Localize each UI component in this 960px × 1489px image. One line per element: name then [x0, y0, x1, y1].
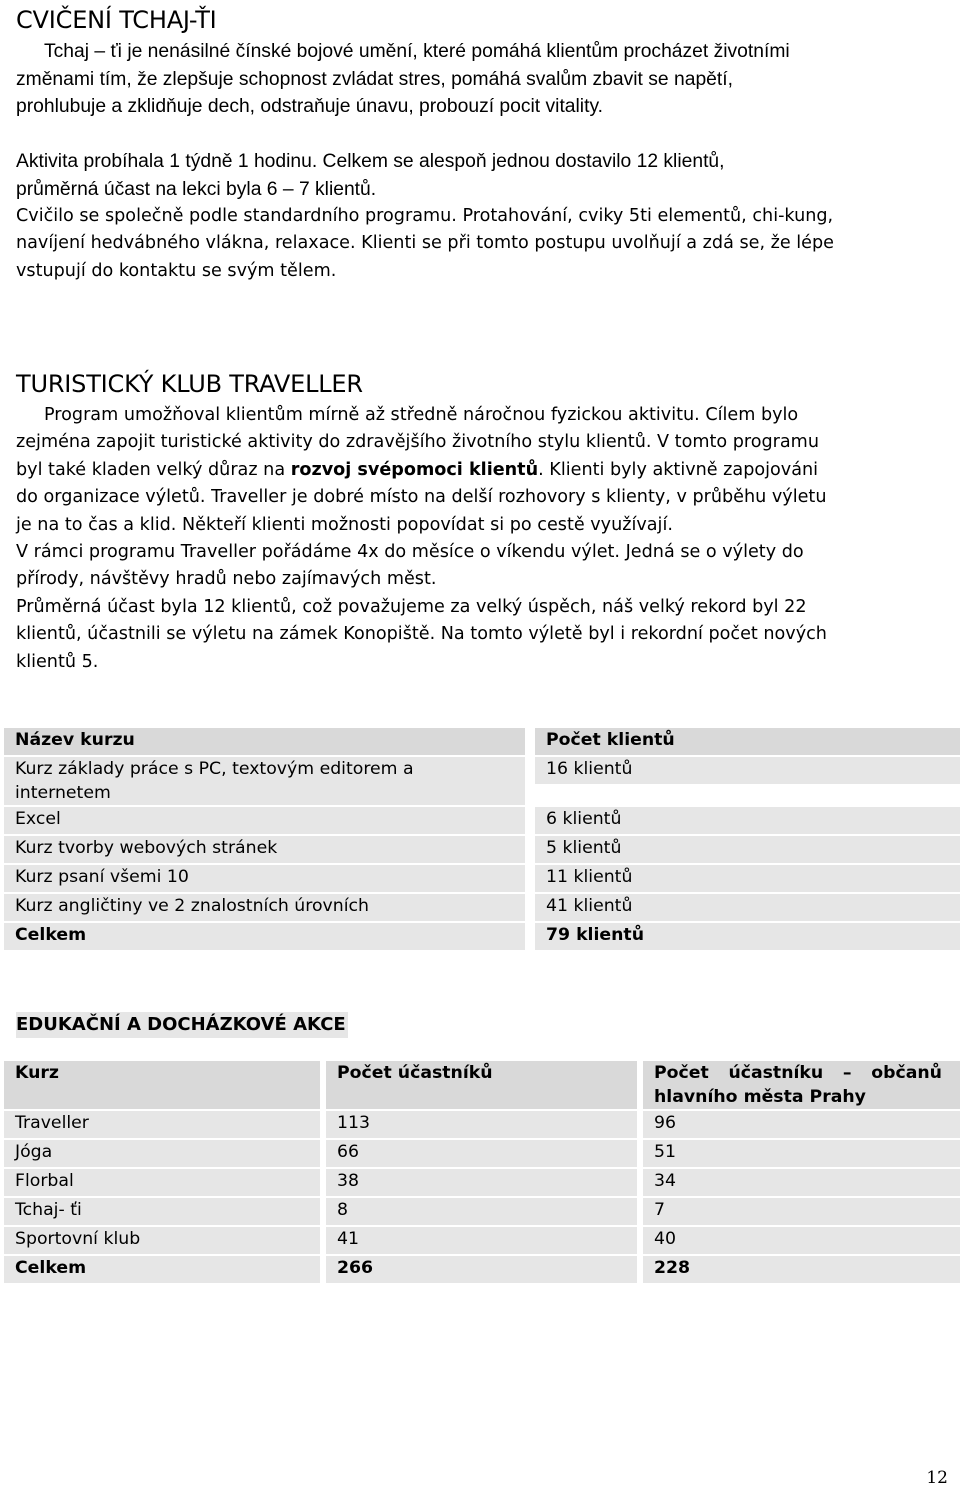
participants: 8 [326, 1197, 637, 1226]
courses-table [4, 728, 960, 952]
table-total-row [4, 1255, 960, 1284]
events-table [4, 1061, 960, 1285]
emphasis-self-help: rozvoj svépomoci klientů [290, 459, 539, 480]
client-count: 41 klientů [535, 893, 960, 922]
client-count [535, 756, 960, 806]
table-total-row [4, 922, 960, 951]
text-line: Tchaj – ťi je nenásilné čínské bojové umění, které pomáhá klientům procházet životními [44, 41, 790, 62]
event-name: Jóga [4, 1139, 320, 1168]
text-fragment: byl také kladen velký důraz na [16, 459, 291, 480]
table-row [4, 1110, 960, 1139]
text-line: je na to čas a klid. Někteří klienti možnosti popovídat si po cestě využívají. [16, 514, 673, 535]
participants: 41 [326, 1226, 637, 1255]
header-word: Počet [654, 1063, 709, 1083]
event-name: Tchaj- ťi [4, 1197, 320, 1226]
text-line: zejména zapojit turistické aktivity do zdravějšího životního stylu klientů. V tomto programu [16, 432, 819, 453]
participants: 113 [326, 1110, 637, 1139]
table-row [4, 893, 960, 922]
header-client-count: Počet klientů [535, 728, 960, 756]
section-title-events: EDUKAČNÍ A DOCHÁZKOVÉ AKCE [16, 1012, 348, 1038]
table-header-row [4, 1061, 960, 1110]
course-name: Kurz tvorby webových stránek [4, 835, 525, 864]
header-prague-participants [643, 1061, 960, 1110]
client-count: 5 klientů [535, 835, 960, 864]
page-number: 12 [926, 1468, 948, 1488]
total-value: 79 klientů [535, 922, 960, 951]
client-count: 11 klientů [535, 864, 960, 893]
text-line: vstupují do kontaktu se svým tělem. [16, 260, 337, 281]
text-fragment: . Klienti byly aktivně zapojováni [538, 459, 819, 480]
event-name: Sportovní klub [4, 1226, 320, 1255]
header-line-2: hlavního města Prahy [654, 1087, 866, 1107]
participants: 38 [326, 1168, 637, 1197]
text-line: V rámci programu Traveller pořádáme 4x do měsíce o víkendu výlet. Jedná se o výlety do [16, 542, 804, 563]
table-row [4, 1168, 960, 1197]
event-name: Florbal [4, 1168, 320, 1197]
table-row [4, 864, 960, 893]
text-line: Program umožňoval klientům mírně až středně náročnou fyzickou aktivitu. Cílem bylo [44, 405, 799, 425]
header-word: – [842, 1063, 852, 1083]
prague-participants: 34 [643, 1168, 960, 1197]
text-line [16, 457, 950, 484]
prague-participants: 96 [643, 1110, 960, 1139]
header-course: Kurz [4, 1061, 320, 1110]
text-line: klientů, účastnili se výletu na zámek Konopiště. Na tomto výletě byl i rekordní počet nových [16, 624, 827, 645]
text-line: do organizace výletů. Traveller je dobré místo na delší rozhovory s klienty, v průběhu výletu [16, 487, 827, 508]
header-participants: Počet účastníků [326, 1061, 637, 1110]
table-row [4, 1139, 960, 1168]
text-line: Cvičilo se společně podle standardního programu. Protahování, cviky 5ti elementů, chi-kung, [16, 206, 834, 226]
header-word: občanů [871, 1063, 942, 1083]
client-count-value: 16 klientů [535, 757, 960, 784]
total-label: Celkem [4, 1255, 320, 1284]
text-line: klientů 5. [16, 651, 99, 672]
table-row [4, 756, 960, 806]
total-participants: 266 [326, 1255, 637, 1284]
header-line-1 [654, 1061, 942, 1085]
course-name: Kurz angličtiny ve 2 znalostních úrovních [4, 893, 525, 922]
text-line: průměrná účast na lekci byla 6 – 7 klientů. [16, 178, 377, 200]
section-title-traveller: TURISTICKÝ KLUB TRAVELLER [16, 370, 363, 398]
section-title-tchaj-ti: CVIČENÍ TCHAJ-ŤI [16, 6, 217, 34]
course-name: Kurz psaní všemi 10 [4, 864, 525, 893]
tchaj-ti-intro-paragraph [16, 38, 950, 121]
text-line: změnami tím, že zlepšuje schopnost zvládat stres, pomáhá svalům zbavit se napětí, [16, 68, 733, 90]
tchaj-ti-activity-paragraph [16, 148, 950, 203]
tchaj-ti-program-paragraph [16, 203, 950, 285]
client-count: 6 klientů [535, 806, 960, 835]
text-line: prohlubuje a zklidňuje dech, odstraňuje únavu, probouzí pocit vitality. [16, 96, 604, 117]
course-name: Excel [4, 806, 525, 835]
prague-participants: 40 [643, 1226, 960, 1255]
table-row [4, 806, 960, 835]
traveller-paragraph [16, 402, 950, 676]
prague-participants: 7 [643, 1197, 960, 1226]
participants: 66 [326, 1139, 637, 1168]
text-line: Aktivita probíhala 1 týdně 1 hodinu. Celkem se alespoň jednou dostavilo 12 klientů, [16, 151, 725, 172]
total-label: Celkem [4, 922, 525, 951]
total-prague-participants: 228 [643, 1255, 960, 1284]
course-name: Kurz základy práce s PC, textovým editorem a internetem [4, 756, 525, 806]
table-header-row [4, 728, 960, 756]
text-line: navíjení hedvábného vlákna, relaxace. Klienti se při tomto postupu uvolňují a zdá se, že lépe [16, 233, 834, 254]
table-row [4, 1226, 960, 1255]
table-row [4, 835, 960, 864]
text-line: přírody, návštěvy hradů nebo zajímavých měst. [16, 569, 437, 590]
text-line: Průměrná účast byla 12 klientů, což považujeme za velký úspěch, náš velký rekord byl 22 [16, 596, 807, 617]
table-row [4, 1197, 960, 1226]
header-course-name: Název kurzu [4, 728, 525, 756]
prague-participants: 51 [643, 1139, 960, 1168]
event-name: Traveller [4, 1110, 320, 1139]
header-word: účastníku [728, 1063, 824, 1083]
